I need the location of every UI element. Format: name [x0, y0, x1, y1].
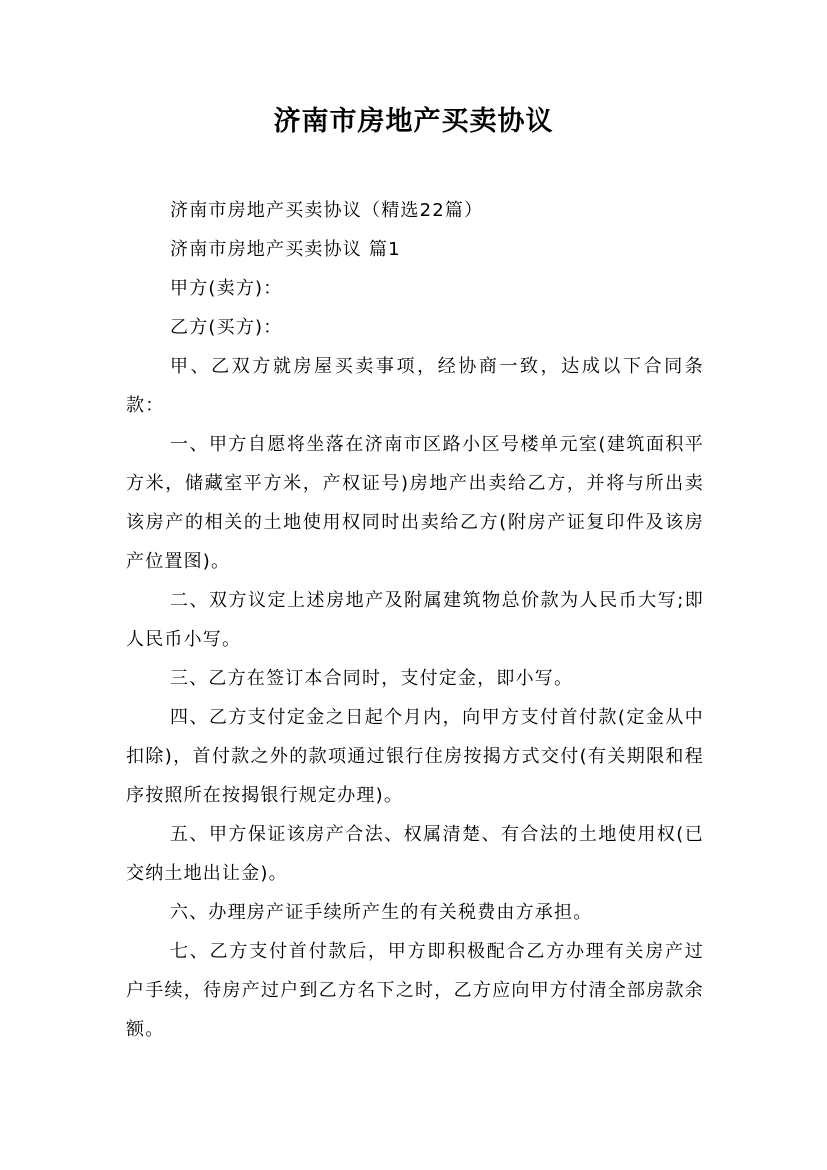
- paragraph-party-a: 甲方(卖方)：: [170, 278, 283, 299]
- paragraph-clause-4: 四、乙方支付定金之日起个月内，向甲方支付首付款(定金从中扣除)，首付款之外的款项通过银行住房按揭方式交付(有关期限和程序按照所在按揭银行规定办理)。: [126, 707, 704, 806]
- paragraph-party-b: 乙方(买方)：: [170, 317, 283, 338]
- paragraph-clause-7: 七、乙方支付首付款后，甲方即积极配合乙方办理有关房产过户手续，待房产过户到乙方名下之时，乙方应向甲方付清全部房款余额。: [126, 941, 704, 1040]
- paragraph-intro: 甲、乙双方就房屋买卖事项，经协商一致，达成以下合同条款：: [126, 356, 704, 416]
- paragraph-clause-1: 一、甲方自愿将坐落在济南市区路小区号楼单元室(建筑面积平方米，储藏室平方米，产权证号)房地产出卖给乙方，并将与所出卖该房产的相关的土地使用权同时出卖给乙方(附房产证复印件及该房产位置图)。: [126, 434, 704, 572]
- paragraph-subtitle: 济南市房地产买卖协议（精选22篇）: [170, 200, 484, 221]
- paragraph-clause-3: 三、乙方在签订本合同时，支付定金，即小写。: [170, 668, 574, 689]
- document-title: 济南市房地产买卖协议: [273, 106, 554, 137]
- paragraph-section-heading: 济南市房地产买卖协议 篇1: [170, 239, 401, 260]
- paragraph-clause-2: 二、双方议定上述房地产及附属建筑物总价款为人民币大写;即人民币小写。: [126, 590, 704, 650]
- document-body: [126, 191, 704, 1049]
- paragraph-clause-6: 六、办理房产证手续所产生的有关税费由方承担。: [170, 902, 593, 923]
- paragraph-clause-5: 五、甲方保证该房产合法、权属清楚、有合法的土地使用权(已交纳土地出让金)。: [126, 824, 704, 884]
